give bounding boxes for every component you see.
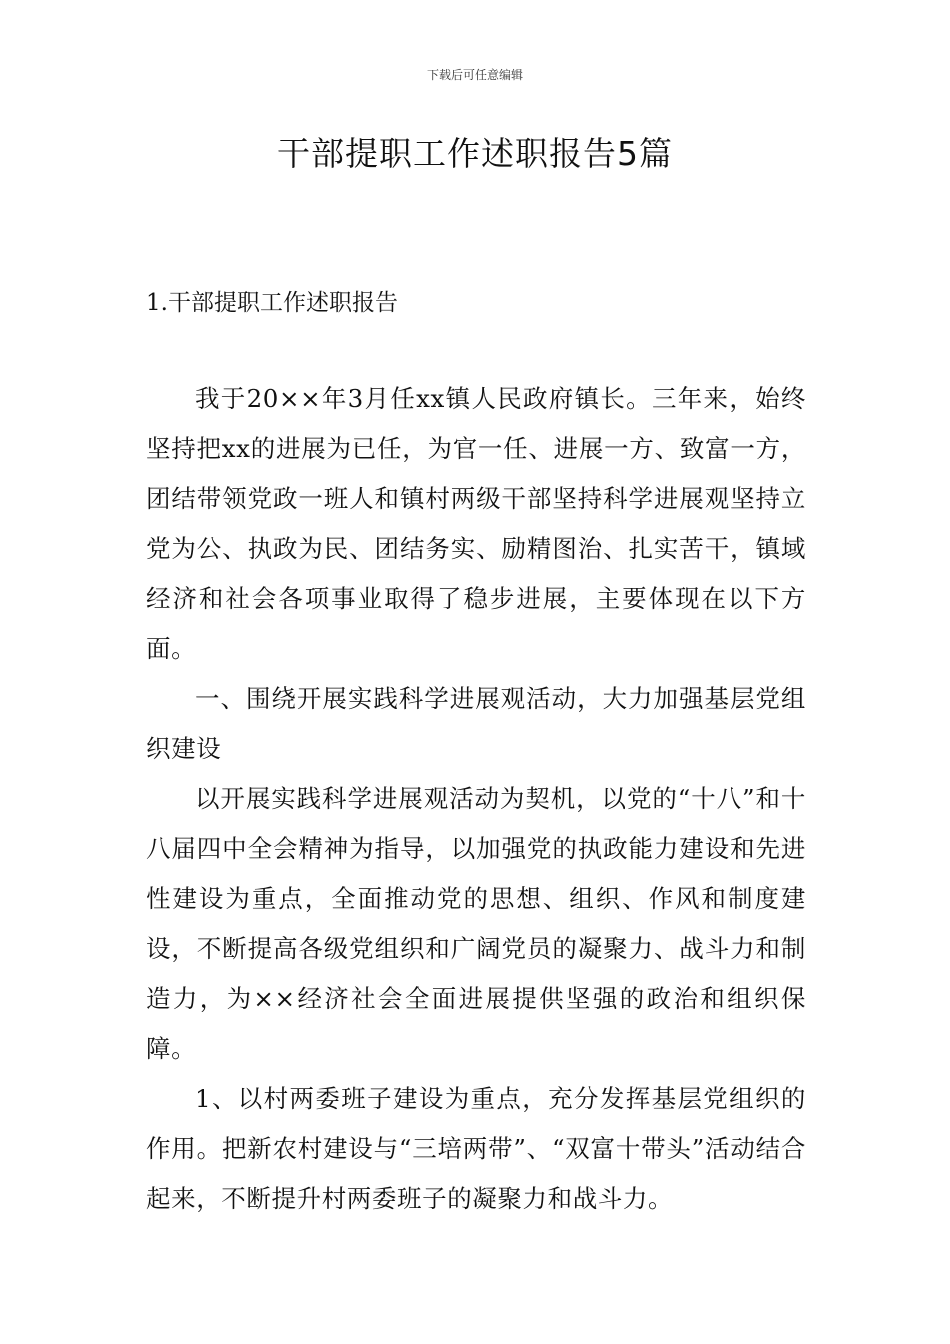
body-text <box>146 374 806 1224</box>
header-note: 下载后可任意编辑 <box>426 68 523 82</box>
paragraph-heading-one: 一、围绕开展实践科学进展观活动，大力加强基层党组织建设 <box>146 684 806 763</box>
paragraph-party-building: 以开展实践科学进展观活动为契机，以党的“十八”和十八届四中全会精神为指导，以加强党的执政能力建设和先进性建设为重点，全面推动党的思想、组织、作风和制度建设，不断提高各级党组织和广阔党员的凝聚力、战斗力和制造力，为××经济社会全面进展提供坚强的政治和组织保障。 <box>146 784 806 1063</box>
section-heading: 1.干部提职工作述职报告 <box>146 290 398 316</box>
paragraph-village-committee: 1、以村两委班子建设为重点，充分发挥基层党组织的作用。把新农村建设与“三培两带”、“双富十带头”活动结合起来，不断提升村两委班子的凝聚力和战斗力。 <box>146 1084 806 1213</box>
document-title: 干部提职工作述职报告5篇 <box>277 134 673 173</box>
paragraph-intro: 我于20××年3月任xx镇人民政府镇长。三年来，始终坚持把xx的进展为已任，为官一任、进展一方、致富一方，团结带领党政一班人和镇村两级干部坚持科学进展观坚持立党为公、执政为民、团结务实、励精图治、扎实苦干，镇域经济和社会各项事业取得了稳步进展，主要体现在以下方面。 <box>146 384 806 663</box>
